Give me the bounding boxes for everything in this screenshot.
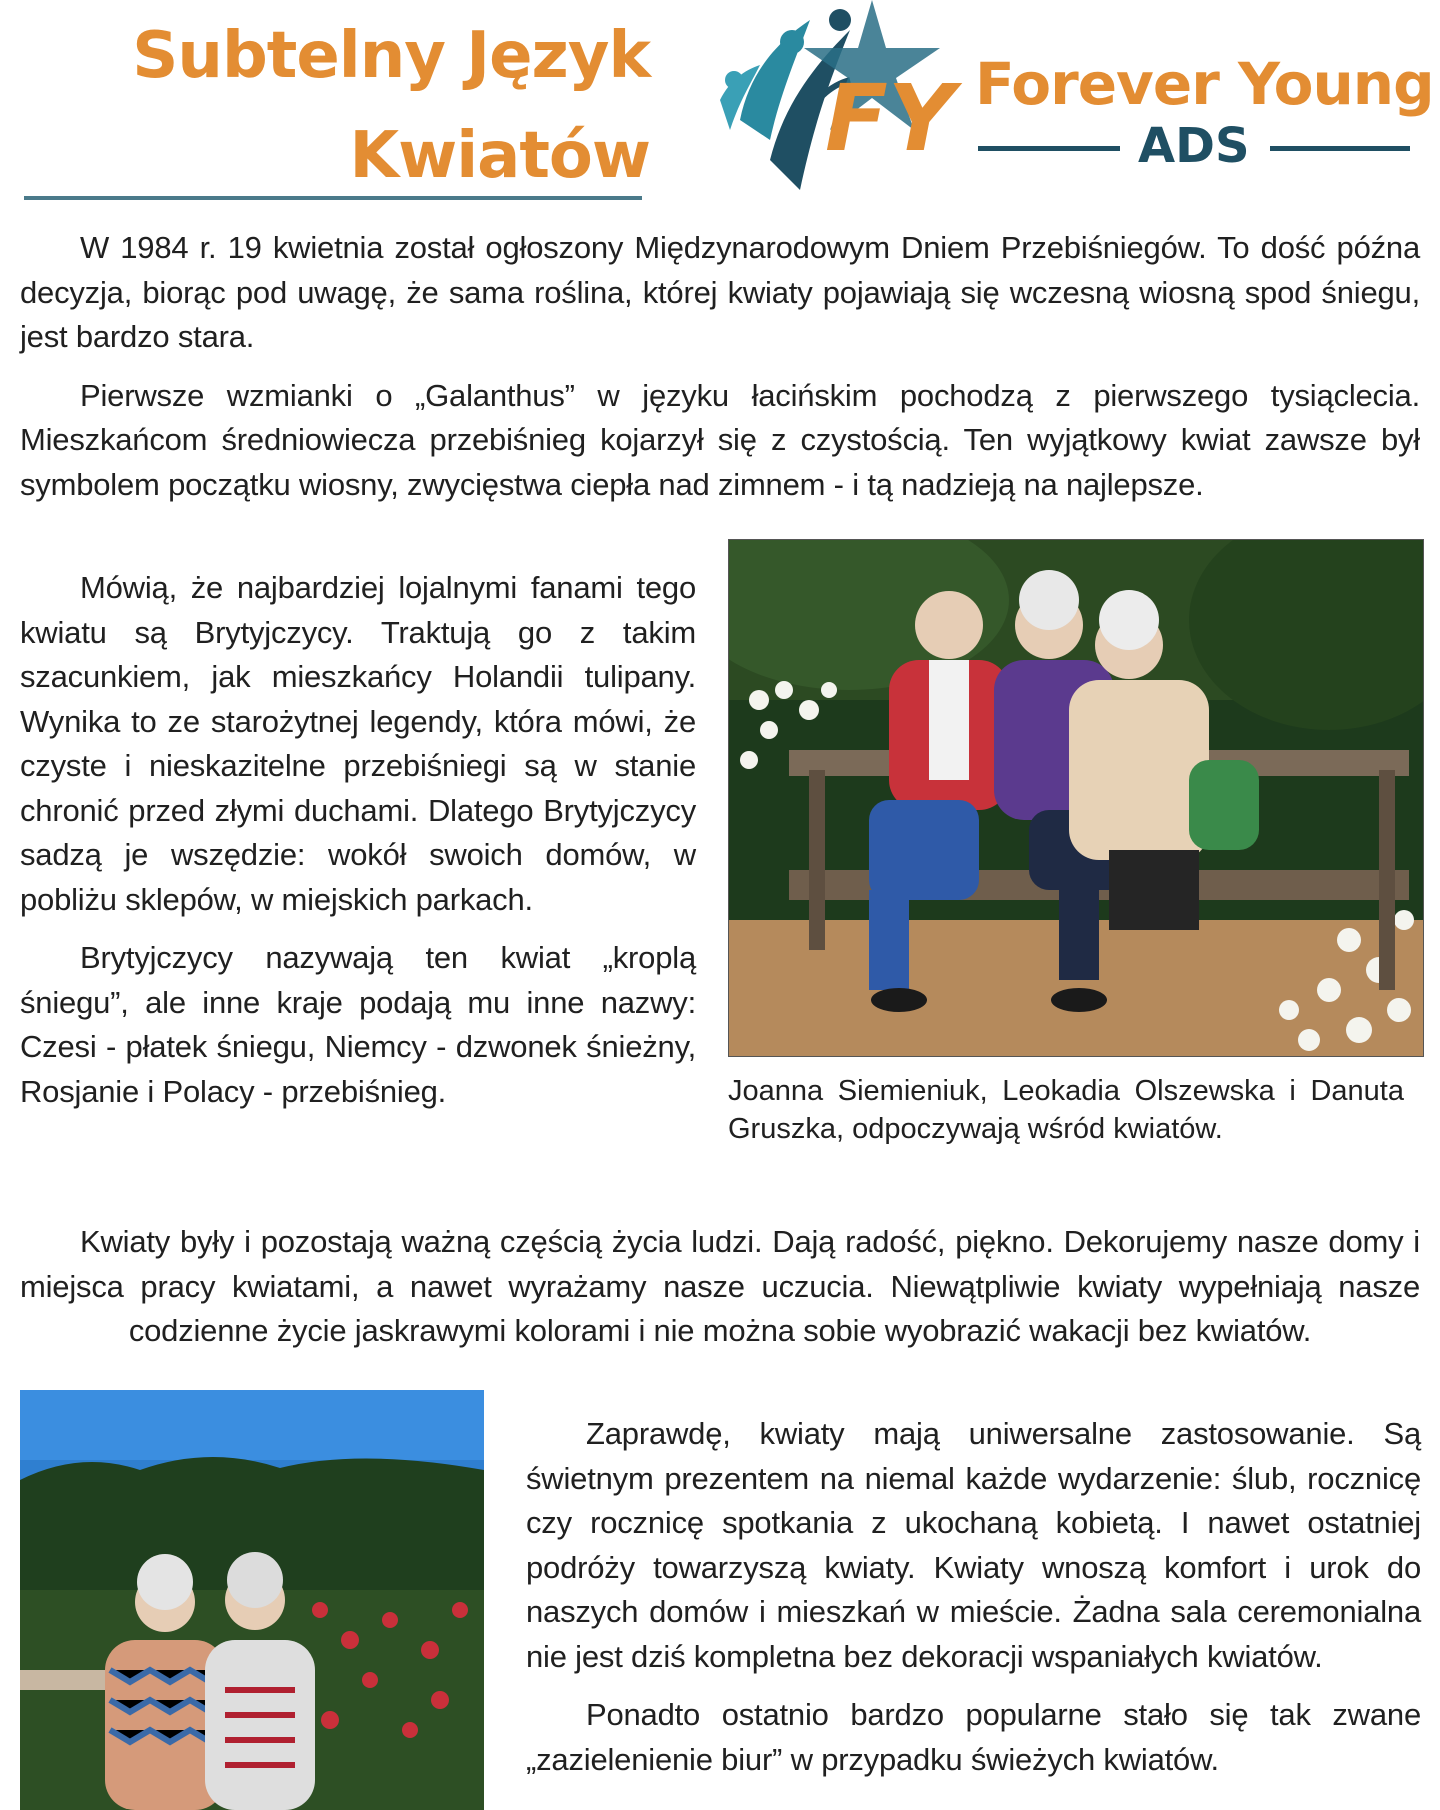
logo-rule-left: [978, 146, 1120, 151]
intro-section: [20, 226, 1420, 521]
paragraph: Zaprawdę, kwiaty mają uniwersalne zastosowanie. Są świetnym prezentem na niemal każde wydarzenie: ślub, rocznicę czy rocznicę spotkania z ukochaną kobietą. I nawet ostatniej podróży towarzyszą kwiaty. Kwiaty wnoszą komfort i urok do naszych domów i mieszkań w mieście. Żadna sala ceremonialna nie jest dziś kompletna bez dekoracji wspaniałych kwiatów.: [526, 1416, 1421, 1674]
logo-rule-right: [1270, 146, 1410, 151]
logo-monogram: FY: [825, 65, 955, 172]
paragraph: Mówią, że najbardziej lojalnymi fanami tego kwiatu są Brytyjczycy. Traktują go z takim szacunkiem, jak mieszkańcy Holandii tulipany. Wynika to ze starożytnej legendy, która mówi, że czyste i nieskazitelne przebiśniegi są w stanie chronić przed złymi duchami. Dlatego Brytyjczycy sadzą je wszędzie: wokół swoich domów, w pobliżu sklepów, w miejskich parkach.: [20, 570, 696, 917]
logo-sub: ADS: [1138, 118, 1250, 174]
photo-women-in-garden: [20, 1390, 484, 1810]
title-line-2: Kwiatów: [349, 119, 650, 193]
photo-women-on-bench: [728, 539, 1424, 1057]
paragraph: Ponadto ostatnio bardzo popularne stało się tak zwane „zazielenienie biur” w przypadku świeżych kwiatów.: [526, 1697, 1421, 1777]
title-underline: [24, 196, 642, 200]
paragraph: Brytyjczycy nazywają ten kwiat „kroplą śniegu”, ale inne kraje podają mu inne nazwy: Czesi - płatek śniegu, Niemcy - dzwonek śnieżny, Rosjanie i Polacy - przebiśnieg.: [20, 940, 696, 1109]
right-column: [526, 1412, 1421, 1796]
paragraph: W 1984 r. 19 kwietnia został ogłoszony Międzynarodowym Dniem Przebiśniegów. To dość późna decyzja, biorąc pod uwagę, że sama roślina, której kwiaty pojawiają się wczesną wiosną spod śniegu, jest bardzo stara.: [20, 230, 1420, 354]
middle-section: [20, 1220, 1420, 1354]
photo-caption: Joanna Siemieniuk, Leokadia Olszewska i Danuta Gruszka, odpoczywają wśród kwiatów.: [728, 1075, 1404, 1145]
title-line-1: Subtelny Język: [132, 19, 650, 93]
paragraph: Pierwsze wzmianki o „Galanthus” w języku łacińskim pochodzą z pierwszego tysiąclecia. Mieszkańcom średniowiecza przebiśnieg kojarzył się z czystością. Ten wyjątkowy kwiat zawsze był symbolem początku wiosny, zwycięstwa ciepła nad zimnem - i tą nadzieją na najlepsze.: [20, 377, 1420, 502]
left-column: [20, 566, 696, 1128]
paragraph: Kwiaty były i pozostają ważną częścią życia ludzi. Dają radość, piękno. Dekorujemy nasze domy i miejsca pracy kwiatami, a nawet wyrażamy nasze uczucia. Niewątpliwie kwiaty wypełniają nasze codzienne życie jaskrawymi kolorami i nie można sobie wyobrazić wakacji bez kwiatów.: [20, 1224, 1420, 1348]
article-title: [40, 6, 650, 206]
logo-name: Forever Young: [975, 50, 1434, 118]
